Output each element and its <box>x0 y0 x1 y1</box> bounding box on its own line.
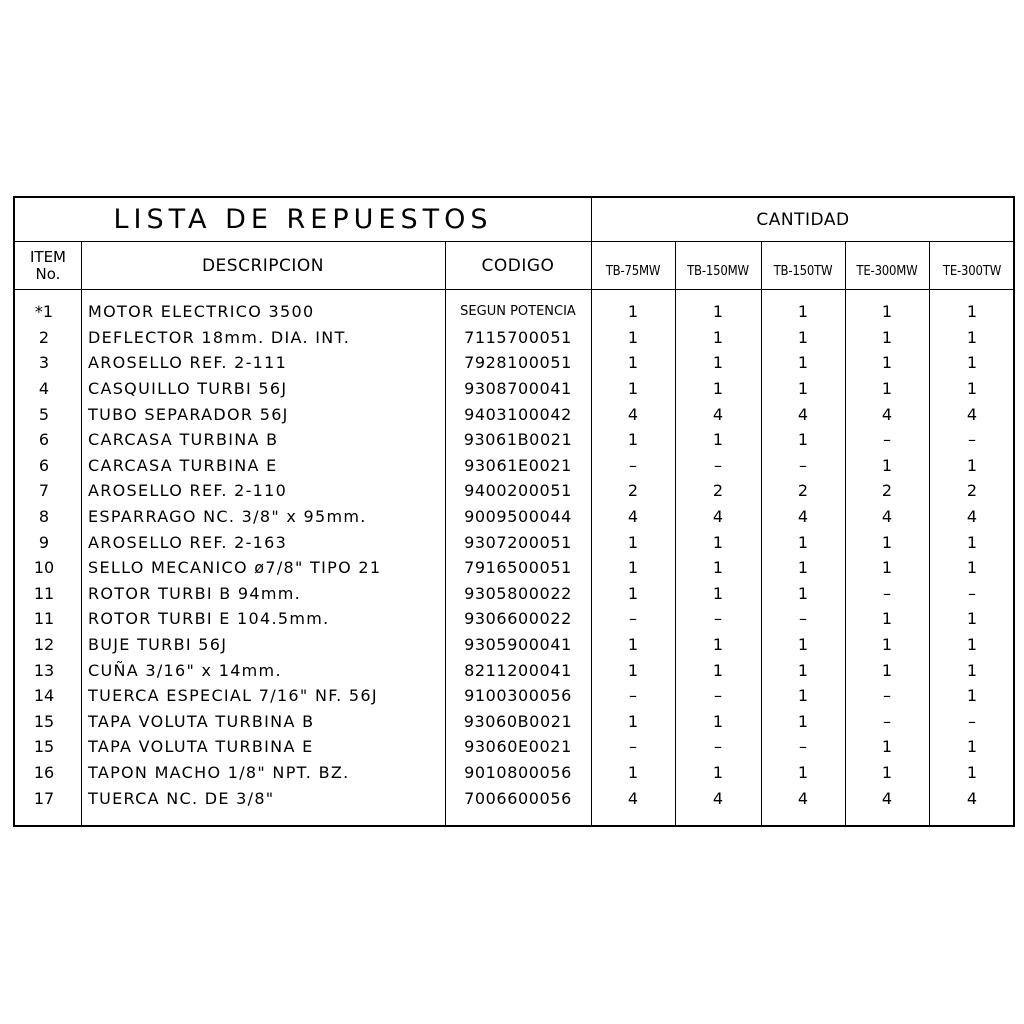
item-number-cell: 17 <box>33 788 55 808</box>
quantity-cell: 1 <box>966 558 978 578</box>
codigo-cell: 93061E0021 <box>464 455 572 475</box>
quantity-cell: 1 <box>881 327 893 347</box>
quantity-cell: 1 <box>966 455 978 475</box>
quantity-cell: 1 <box>881 558 893 578</box>
item-number-cell: 5 <box>38 404 50 424</box>
quantity-cell: – <box>968 583 976 603</box>
quantity-cell: 1 <box>881 763 893 783</box>
quantity-cell: – <box>629 686 637 706</box>
quantity-cell: 1 <box>627 711 639 731</box>
quantity-cell: 4 <box>712 507 724 527</box>
quantity-cell: 1 <box>966 327 978 347</box>
description-cell: CARCASA TURBINA B <box>88 430 279 450</box>
quantity-cell: 1 <box>627 558 639 578</box>
item-number-cell: 11 <box>33 609 55 629</box>
quantity-cell: 1 <box>712 635 724 655</box>
description-cell: ESPARRAGO NC. 3/8" x 95mm. <box>88 507 367 527</box>
quantity-cell: 1 <box>712 660 724 680</box>
quantity-cell: 1 <box>966 737 978 757</box>
quantity-cell: – <box>714 686 722 706</box>
quantity-cell: 1 <box>797 763 809 783</box>
quantity-cell: 1 <box>966 609 978 629</box>
codigo-cell: 9400200051 <box>464 481 572 501</box>
quantity-cell: 2 <box>627 481 639 501</box>
item-number-cell: 16 <box>33 763 55 783</box>
quantity-cell: 4 <box>881 788 893 808</box>
item-number-cell: 4 <box>38 379 50 399</box>
item-number-cell: 12 <box>33 635 55 655</box>
codigo-cell: 8211200041 <box>464 660 572 680</box>
codigo-cell: 9009500044 <box>464 507 572 527</box>
quantity-cell: 4 <box>712 404 724 424</box>
item-number-cell: 14 <box>33 686 55 706</box>
quantity-cell: 1 <box>712 558 724 578</box>
item-number-cell: 9 <box>38 532 50 552</box>
divider-item-desc <box>81 242 82 825</box>
codigo-cell: 9305800022 <box>464 583 572 603</box>
item-number-cell: 2 <box>38 327 50 347</box>
cantidad-header: CANTIDAD <box>756 209 850 230</box>
quantity-cell: 1 <box>712 532 724 552</box>
codigo-header: CODIGO <box>481 255 555 276</box>
item-number-cell: 11 <box>33 583 55 603</box>
codigo-cell: 9307200051 <box>464 532 572 552</box>
codigo-cell: 9306600022 <box>464 609 572 629</box>
quantity-cell: 2 <box>797 481 809 501</box>
item-number-cell: 8 <box>38 507 50 527</box>
quantity-cell: 1 <box>797 353 809 373</box>
item-header-line2: No. <box>35 264 61 283</box>
quantity-cell: 1 <box>712 763 724 783</box>
quantity-cell: 1 <box>881 737 893 757</box>
quantity-cell: 4 <box>966 404 978 424</box>
quantity-cell: – <box>714 609 722 629</box>
quantity-cell: 1 <box>797 430 809 450</box>
item-number-cell: 10 <box>33 558 55 578</box>
model-header-tb-75mw: TB-75MW <box>605 264 661 279</box>
quantity-cell: 1 <box>966 763 978 783</box>
quantity-cell: – <box>714 455 722 475</box>
quantity-cell: 4 <box>797 788 809 808</box>
quantity-cell: 4 <box>881 404 893 424</box>
model-header-tb-150tw: TB-150TW <box>773 264 833 279</box>
parts-list-table <box>13 196 1015 827</box>
description-cell: TAPON MACHO 1/8" NPT. BZ. <box>88 763 350 783</box>
quantity-cell: – <box>714 737 722 757</box>
description-cell: MOTOR ELECTRICO 3500 <box>88 302 315 322</box>
item-number-cell: 7 <box>38 481 50 501</box>
quantity-cell: – <box>883 583 891 603</box>
item-number-cell: 15 <box>33 711 55 731</box>
codigo-cell: 7928100051 <box>464 353 572 373</box>
quantity-cell: 1 <box>712 327 724 347</box>
quantity-cell: 1 <box>627 430 639 450</box>
quantity-cell: 1 <box>627 763 639 783</box>
item-number-cell: 6 <box>38 455 50 475</box>
descripcion-header: DESCRIPCION <box>201 255 325 276</box>
item-header-line1: ITEM <box>29 247 66 266</box>
quantity-cell: – <box>629 737 637 757</box>
quantity-cell: 1 <box>712 353 724 373</box>
quantity-cell: 1 <box>627 583 639 603</box>
quantity-cell: – <box>629 455 637 475</box>
quantity-cell: 2 <box>966 481 978 501</box>
quantity-cell: 1 <box>966 302 978 322</box>
quantity-cell: 1 <box>627 660 639 680</box>
description-cell: ROTOR TURBI E 104.5mm. <box>88 609 330 629</box>
description-cell: TUBO SEPARADOR 56J <box>88 404 289 424</box>
description-cell: ROTOR TURBI B 94mm. <box>88 583 302 603</box>
quantity-cell: 1 <box>966 686 978 706</box>
description-cell: CUÑA 3/16" x 14mm. <box>88 660 282 680</box>
description-cell: TUERCA ESPECIAL 7/16" NF. 56J <box>88 686 378 706</box>
quantity-cell: – <box>799 737 807 757</box>
codigo-cell: 93060B0021 <box>463 711 573 731</box>
codigo-cell: 9010800056 <box>464 763 572 783</box>
item-number-cell: 15 <box>33 737 55 757</box>
description-cell: SELLO MECANICO ø7/8" TIPO 21 <box>88 558 382 578</box>
description-cell: CASQUILLO TURBI 56J <box>88 379 288 399</box>
quantity-cell: 4 <box>966 788 978 808</box>
quantity-cell: 1 <box>881 635 893 655</box>
quantity-cell: 4 <box>627 507 639 527</box>
quantity-cell: 1 <box>881 379 893 399</box>
quantity-cell: 2 <box>712 481 724 501</box>
quantity-cell: 1 <box>712 711 724 731</box>
quantity-cell: 4 <box>797 507 809 527</box>
quantity-cell: 4 <box>712 788 724 808</box>
codigo-cell: 93061B0021 <box>463 430 573 450</box>
quantity-cell: – <box>968 430 976 450</box>
quantity-cell: 1 <box>627 379 639 399</box>
quantity-cell: – <box>799 609 807 629</box>
codigo-cell: 9403100042 <box>464 404 572 424</box>
quantity-cell: – <box>883 711 891 731</box>
quantity-cell: 1 <box>797 583 809 603</box>
quantity-cell: 1 <box>797 532 809 552</box>
codigo-cell: SEGUN POTENCIA <box>460 304 576 320</box>
quantity-cell: 2 <box>881 481 893 501</box>
quantity-cell: 1 <box>881 609 893 629</box>
quantity-cell: 1 <box>797 379 809 399</box>
description-cell: TUERCA NC. DE 3/8" <box>88 788 275 808</box>
quantity-cell: – <box>883 430 891 450</box>
quantity-cell: 1 <box>627 327 639 347</box>
quantity-cell: 1 <box>881 532 893 552</box>
model-header-te-300mw: TE-300MW <box>856 264 918 279</box>
quantity-cell: – <box>799 455 807 475</box>
codigo-cell: 9308700041 <box>464 379 572 399</box>
quantity-cell: – <box>629 609 637 629</box>
quantity-cell: 1 <box>797 686 809 706</box>
description-cell: AROSELLO REF. 2-110 <box>88 481 288 501</box>
quantity-cell: 4 <box>797 404 809 424</box>
quantity-cell: 1 <box>881 353 893 373</box>
model-header-tb-150mw: TB-150MW <box>687 264 749 279</box>
quantity-cell: 1 <box>966 635 978 655</box>
quantity-cell: 1 <box>627 635 639 655</box>
quantity-cell: 4 <box>966 507 978 527</box>
quantity-cell: 1 <box>627 353 639 373</box>
quantity-cell: 4 <box>627 788 639 808</box>
description-cell: AROSELLO REF. 2-163 <box>88 532 288 552</box>
quantity-cell: 1 <box>966 532 978 552</box>
item-number-cell: 3 <box>38 353 50 373</box>
item-number-cell: 13 <box>33 660 55 680</box>
item-number-header <box>15 242 81 289</box>
quantity-cell: 1 <box>797 711 809 731</box>
codigo-cell: 9100300056 <box>464 686 572 706</box>
quantity-cell: 1 <box>712 430 724 450</box>
model-header-te-300tw: TE-300TW <box>942 264 1002 279</box>
quantity-cell: – <box>968 711 976 731</box>
quantity-cell: 1 <box>881 455 893 475</box>
description-cell: TAPA VOLUTA TURBINA B <box>88 711 315 731</box>
codigo-cell: 7916500051 <box>464 558 572 578</box>
quantity-cell: 1 <box>881 302 893 322</box>
codigo-cell: 7006600056 <box>464 788 572 808</box>
quantity-cell: 1 <box>966 660 978 680</box>
quantity-cell: 1 <box>797 660 809 680</box>
quantity-cell: 1 <box>797 558 809 578</box>
quantity-cell: 4 <box>627 404 639 424</box>
item-number-cell: *1 <box>34 302 54 322</box>
quantity-cell: 1 <box>966 379 978 399</box>
quantity-cell: 1 <box>966 353 978 373</box>
quantity-cell: 1 <box>797 635 809 655</box>
quantity-cell: 1 <box>712 302 724 322</box>
codigo-cell: 9305900041 <box>464 635 572 655</box>
table-title: LISTA DE REPUESTOS <box>113 204 493 235</box>
quantity-cell: 1 <box>712 583 724 603</box>
codigo-cell: 93060E0021 <box>464 737 572 757</box>
quantity-cell: 1 <box>712 379 724 399</box>
description-cell: CARCASA TURBINA E <box>88 455 278 475</box>
description-cell: DEFLECTOR 18mm. DIA. INT. <box>88 327 351 347</box>
quantity-cell: 1 <box>627 532 639 552</box>
description-cell: TAPA VOLUTA TURBINA E <box>88 737 314 757</box>
codigo-cell: 7115700051 <box>464 327 572 347</box>
quantity-cell: – <box>883 686 891 706</box>
quantity-cell: 1 <box>627 302 639 322</box>
quantity-cell: 1 <box>881 660 893 680</box>
description-cell: AROSELLO REF. 2-111 <box>88 353 288 373</box>
quantity-cell: 1 <box>797 302 809 322</box>
quantity-cell: 1 <box>797 327 809 347</box>
item-number-cell: 6 <box>38 430 50 450</box>
description-cell: BUJE TURBI 56J <box>88 635 228 655</box>
quantity-cell: 4 <box>881 507 893 527</box>
